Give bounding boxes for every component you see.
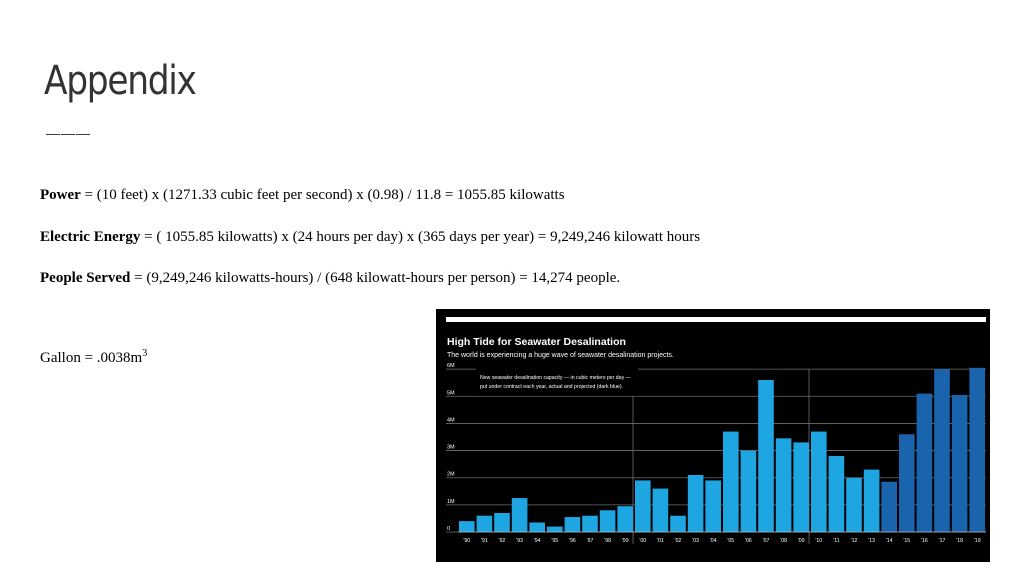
chart-bar [670,516,686,532]
chart-bar [776,438,792,532]
energy-equation [40,229,700,246]
power-equation [40,187,565,204]
chart-y-tick-label: 4M [447,417,455,424]
chart-bar [705,480,721,532]
energy-formula: = ( 1055.85 kilowatts) x (24 hours per day) x (365 days per year) = 9,249,246 kilowatt hours [140,229,701,245]
chart-y-tick-label: 2M [447,471,455,478]
chart-bar [565,517,581,532]
chart-x-tick-label: '91 [481,538,488,544]
energy-label: Electric Energy [40,229,141,245]
chart-annotation-box [476,368,638,396]
chart-x-tick-label: '97 [586,538,594,544]
chart-x-tick-label: '18 [956,538,963,544]
chart-bar [846,478,862,532]
chart-bar [459,521,475,532]
chart-x-tick-label: '16 [921,538,928,544]
chart-bar [829,456,845,532]
chart-x-tick-label: '05 [727,538,735,544]
desalination-chart [436,309,990,562]
chart-x-tick-label: '94 [533,538,541,544]
chart-bar [952,395,968,532]
chart-bar [653,489,669,532]
chart-bar [635,480,651,532]
chart-bar [811,432,827,532]
chart-y-tick-label: 1M [447,498,455,505]
gallon-conversion-note [40,348,147,367]
chart-x-tick-label: '92 [498,538,506,544]
chart-bar [969,368,985,532]
title-underline: ——— [46,125,91,141]
chart-bar [617,506,633,532]
chart-x-tick-label: '17 [938,538,946,544]
power-formula: = (10 feet) x (1271.33 cubic feet per second) x (0.98) / 11.8 = 1055.85 kilowatts [80,187,565,203]
chart-y-tick-label: 6M [447,363,455,370]
slide-title: Appendix [44,58,196,104]
chart-bar [688,475,704,532]
chart-x-tick-label: '10 [815,538,823,544]
chart-bar [494,513,510,532]
chart-x-tick-label: '96 [569,538,576,544]
gallon-conversion-text: Gallon = .0038m [40,350,143,366]
chart-bar [600,510,616,532]
chart-x-tick-label: '19 [973,538,981,544]
chart-x-tick-label: '90 [463,538,471,544]
chart-x-tick-label: '07 [762,538,770,544]
chart-bar [881,482,897,532]
chart-x-tick-label: '13 [868,538,875,544]
chart-x-tick-label: '15 [903,538,911,544]
chart-y-tick-label: 5M [447,390,455,397]
chart-bar [723,432,739,532]
chart-bar [758,380,774,532]
chart-top-band [446,317,986,322]
chart-x-tick-label: '95 [551,538,559,544]
chart-canvas [436,309,990,562]
chart-bar [741,451,757,532]
chart-x-tick-label: '08 [780,538,787,544]
people-served-label: People Served [40,270,131,286]
chart-annotation-line-2: put under contract each year, actual and projected (dark blue). [480,384,624,390]
chart-bar [547,527,563,532]
chart-bar [582,516,598,532]
chart-x-tick-label: '12 [850,538,858,544]
chart-bar [793,442,809,532]
chart-y-tick-label: 0 [447,526,451,532]
chart-x-tick-label: '99 [621,538,629,544]
chart-y-tick-label: 3M [447,444,455,451]
chart-x-tick-label: '11 [833,538,840,544]
power-label: Power [40,187,81,203]
chart-bar [512,498,528,532]
chart-bar [917,394,933,532]
chart-bar [529,523,545,533]
chart-x-tick-label: '03 [692,538,699,544]
chart-x-tick-label: '98 [604,538,611,544]
chart-bar [934,369,950,532]
chart-x-tick-label: '09 [797,538,805,544]
chart-x-tick-label: '01 [657,538,664,544]
people-served-formula: = (9,249,246 kilowatts-hours) / (648 kilowatt-hours per person) = 14,274 people. [130,270,621,286]
chart-x-tick-label: '00 [639,538,647,544]
chart-x-tick-label: '06 [745,538,752,544]
chart-x-tick-label: '04 [709,538,717,544]
people-served-equation [40,270,620,287]
chart-subtitle: The world is experiencing a huge wave of seawater desalination projects. [447,352,674,359]
chart-title: High Tide for Seawater Desalination [447,336,626,348]
chart-annotation-line-1: New seawater desalination capacity — in cubic meters per day — [480,375,631,381]
chart-bar [477,516,493,532]
chart-x-tick-label: '14 [885,538,893,544]
gallon-superscript: 3 [142,348,148,359]
chart-x-tick-label: '02 [674,538,682,544]
chart-bar [864,470,880,532]
chart-x-tick-label: '93 [516,538,523,544]
chart-bar [899,434,915,532]
